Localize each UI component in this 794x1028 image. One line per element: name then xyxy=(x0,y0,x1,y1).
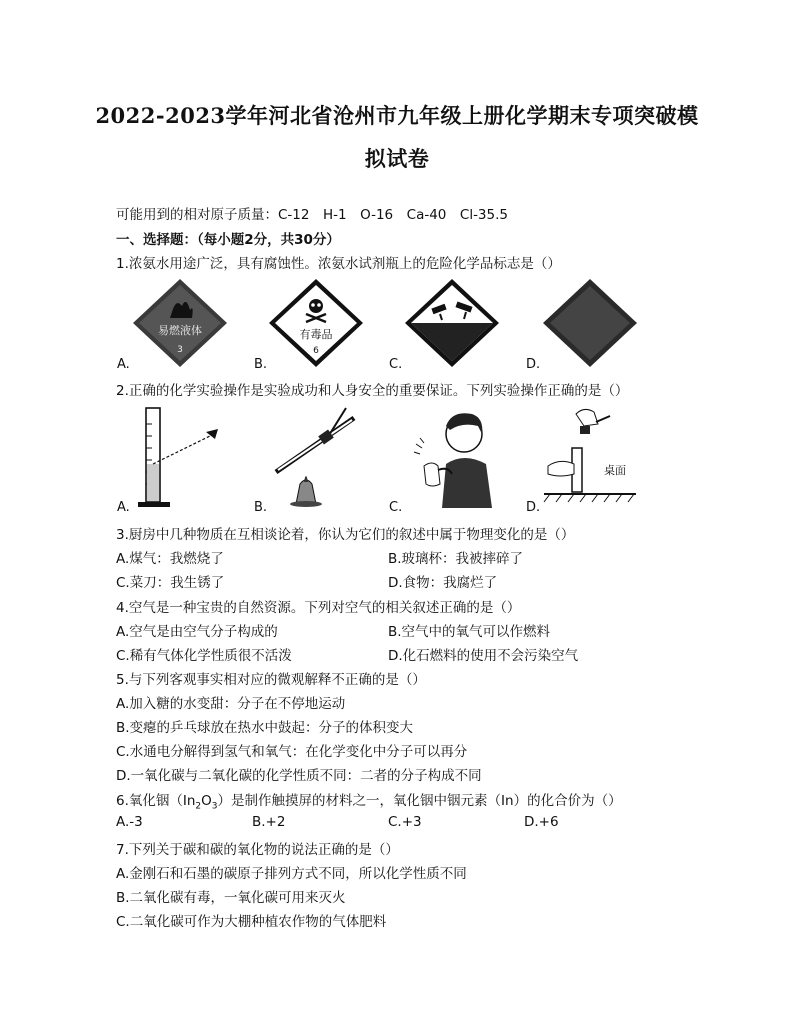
q5-option-a[interactable]: A.加入糖的水变甜：分子在不停地运动 xyxy=(116,696,346,712)
q2-option-b[interactable]: B. xyxy=(254,500,268,515)
q7-option-a[interactable]: A.金刚石和石墨的碳原子排列方式不同，所以化学性质不同 xyxy=(116,866,467,882)
q6-option-b[interactable]: B.+2 xyxy=(252,814,286,830)
q6-stem-mid: O xyxy=(201,793,212,809)
q6-option-a[interactable]: A.-3 xyxy=(116,814,143,830)
q3-option-c[interactable]: C.菜刀：我生锈了 xyxy=(116,575,225,591)
q2-tube-stopper xyxy=(540,404,640,510)
q1-stem: 1.浓氨水用途广泛，具有腐蚀性。浓氨水试剂瓶上的危险化学品标志是（） xyxy=(116,256,561,272)
q2-option-c[interactable]: C. xyxy=(389,500,403,515)
atomic-masses: 可能用到的相对原子质量：C-12 H-1 O-16 Ca-40 Cl-35.5 xyxy=(116,207,508,223)
desk-label: 桌面 xyxy=(604,464,626,477)
q2-heating-tube xyxy=(266,404,366,510)
q1-option-d[interactable]: D. xyxy=(526,357,541,372)
q6-stem xyxy=(116,789,622,812)
exam-title-line2: 拟试卷 xyxy=(364,146,430,171)
q6-option-d[interactable]: D.+6 xyxy=(524,814,559,830)
q6-sub2: 3 xyxy=(211,801,218,812)
q5-option-c[interactable]: C.水通电分解得到氢气和氧气：在化学变化中分子可以再分 xyxy=(116,744,468,760)
q2-option-a[interactable]: A. xyxy=(117,500,130,515)
q1-sign-dark xyxy=(540,276,640,370)
q3-option-b[interactable]: B.玻璃杯：我被摔碎了 xyxy=(388,551,524,567)
q4-option-d[interactable]: D.化石燃料的使用不会污染空气 xyxy=(388,648,579,664)
q2-option-d[interactable]: D. xyxy=(526,500,541,515)
q3-option-d[interactable]: D.食物：我腐烂了 xyxy=(388,575,498,591)
q3-stem: 3.厨房中几种物质在互相谈论着，你认为它们的叙述中属于物理变化的是（） xyxy=(116,527,575,543)
q5-stem: 5.与下列客观事实相对应的微观解释不正确的是（） xyxy=(116,672,426,688)
q4-option-a[interactable]: A.空气是由空气分子构成的 xyxy=(116,624,278,640)
q7-stem: 7.下列关于碳和碳的氧化物的说法正确的是（） xyxy=(116,842,399,858)
exam-title-line1: 2022-2023学年河北省沧州市九年级上册化学期末专项突破模 xyxy=(95,103,699,128)
q1-option-c[interactable]: C. xyxy=(389,357,403,372)
q6-option-c[interactable]: C.+3 xyxy=(388,814,422,830)
sign-a-num: 3 xyxy=(177,345,183,355)
sign-a-text: 易燃液体 xyxy=(158,324,202,337)
q5-option-d[interactable]: D.一氧化碳与二氧化碳的化学性质不同：二者的分子构成不同 xyxy=(116,768,482,784)
q6-sub1: 2 xyxy=(195,801,202,812)
q1-option-a[interactable]: A. xyxy=(117,357,130,372)
q2-graduated-cylinder xyxy=(130,404,230,510)
q6-stem-post: ）是制作触摸屏的材料之一，氧化铟中铟元素（In）的化合价为（） xyxy=(217,793,622,809)
q1-sign-toxic xyxy=(266,276,366,370)
q4-stem: 4.空气是一种宝贵的自然资源。下列对空气的相关叙述正确的是（） xyxy=(116,600,521,616)
q1-sign-corrosive xyxy=(402,276,502,370)
q4-option-b[interactable]: B.空气中的氧气可以作燃料 xyxy=(388,624,551,640)
q7-option-c[interactable]: C.二氧化碳可作为大棚种植农作物的气体肥料 xyxy=(116,914,387,930)
q1-sign-flammable xyxy=(130,276,230,370)
sign-b-num: 6 xyxy=(313,346,319,356)
q2-smelling-person xyxy=(402,404,502,510)
q2-stem: 2.正确的化学实验操作是实验成功和人身安全的重要保证。下列实验操作正确的是（） xyxy=(116,383,629,399)
q4-option-c[interactable]: C.稀有气体化学性质很不活泼 xyxy=(116,648,292,664)
q5-option-b[interactable]: B.变瘪的乒乓球放在热水中鼓起：分子的体积变大 xyxy=(116,720,414,736)
q1-option-b[interactable]: B. xyxy=(254,357,268,372)
q3-option-a[interactable]: A.煤气：我燃烧了 xyxy=(116,551,224,567)
section-heading: 一、选择题：（每小题2分，共30分） xyxy=(116,232,340,248)
q7-option-b[interactable]: B.二氧化碳有毒，一氧化碳可用来灭火 xyxy=(116,890,346,906)
sign-b-text: 有毒品 xyxy=(299,328,333,341)
q6-stem-pre: 6.氧化铟（In xyxy=(116,793,196,809)
